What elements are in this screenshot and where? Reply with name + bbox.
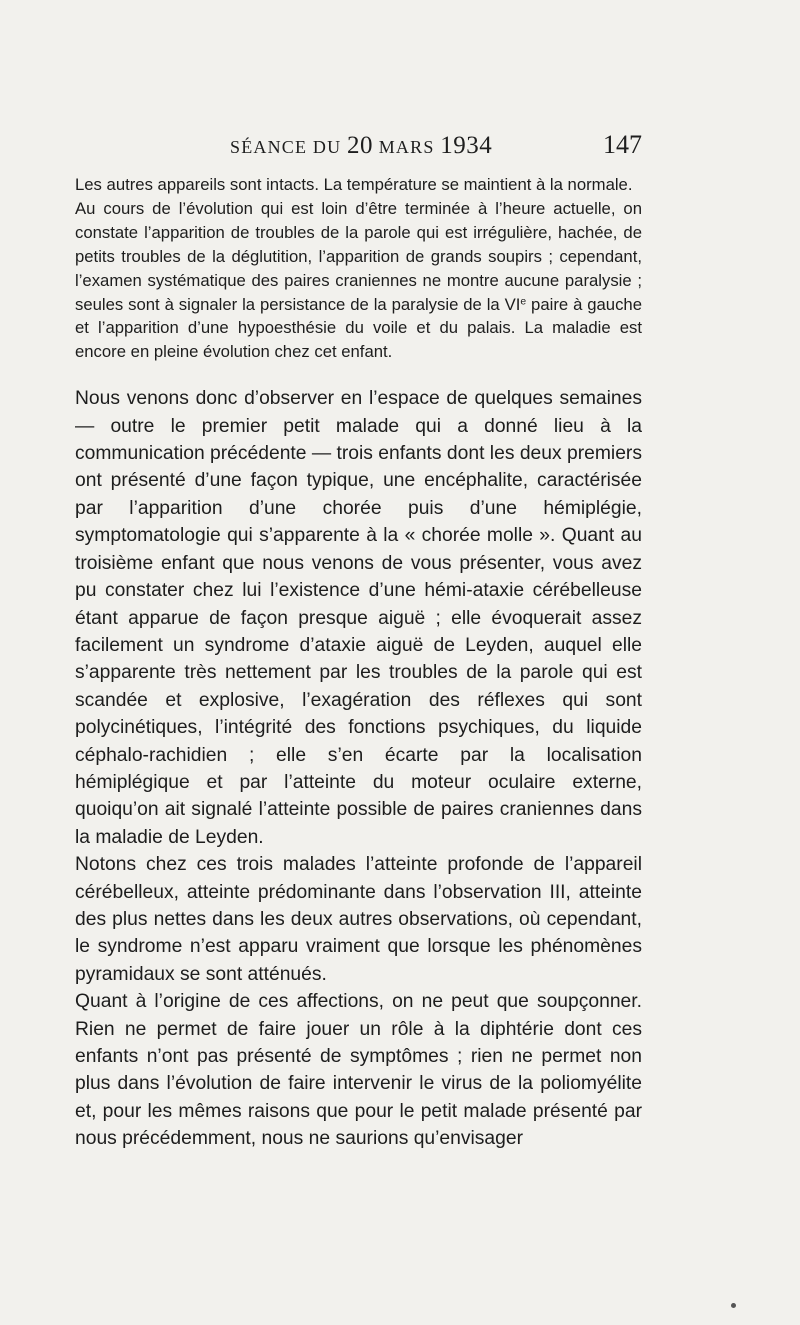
title-year: 1934	[440, 132, 493, 159]
title-prefix: SÉANCE DU	[230, 137, 348, 157]
paragraph-3: Nous venons donc d’observer en l’espace de quelques semaines — outre le premier petit malade qui a donné lieu à la communication précédente — trois enfants dont les deux premiers ont présenté d’une façon typique, une encéphalite, caractérisée par l’apparition d’une chorée puis d’une hémiplégie, symptomatologie qui s’apparente à la « chorée molle ». Quant au troisième enfant que nous venons de vous présenter, vous avez pu constater chez lui l’existence d’une hémi-ataxie cérébelleuse étant apparue de façon presque aiguë ; elle évoquerait assez facilement un syndrome d’ataxie aiguë de Leyden, auquel elle s’apparente très nettement par les troubles de la parole qui est scandée et explosive, l’exagération des réflexes qui sont polycinétiques, l’intégrité des fonctions psychiques, du liquide céphalo-rachidien ; elle s’en écarte par la localisation hémiplégique et par l’atteinte du moteur oculaire externe, quoiqu’on ait signalé l’atteinte possible de paires craniennes dans la maladie de Leyden.	[75, 388, 642, 848]
paragraph-1: Les autres appareils sont intacts. La température se maintient à la normale.	[75, 175, 633, 194]
section-gap	[75, 364, 642, 385]
title-month: MARS	[373, 137, 441, 157]
paragraph-2-text-a: Au cours de l’évolution qui est loin d’être terminée à l’heure actuelle, on constate l’apparition de troubles de la parole qui est irrégulière, hachée, de petits troubles de la déglutition, l’apparition de grands soupirs ; cependant, l’examen systématique des paires craniennes ne montre aucune paralysie ; seules sont à signaler la persistance de la paralysie de la VI	[75, 198, 642, 314]
body-text	[75, 173, 642, 1153]
running-header	[75, 130, 642, 166]
title-day: 20	[347, 132, 374, 159]
paper-speck	[731, 1303, 736, 1308]
roman-numeral-superscript: e	[520, 295, 527, 307]
page-number: 147	[603, 130, 642, 159]
paragraph-2-text-b: paire à gauche et l’apparition d’une hypoesthésie du voile et du palais. La maladie est encore en pleine évolution chez cet enfant.	[75, 294, 642, 362]
paragraph-4: Notons chez ces trois malades l’atteinte profonde de l’appareil cérébelleux, atteinte prédominante dans l’observation III, atteinte des plus nettes dans les deux autres observations, où cependant, le syndrome n’est apparu vraiment que lorsque les phénomènes pyramidaux se sont atténués.	[75, 854, 642, 985]
running-title	[230, 132, 492, 160]
paragraph-5: Quant à l’origine de ces affections, on ne peut que soupçonner. Rien ne permet de faire jouer un rôle à la diphtérie dont ces enfants n’ont pas présenté de symptômes ; rien ne permet non plus dans l’évolution de faire intervenir le virus de la poliomyélite et, pour les mêmes raisons que pour le petit malade présenté par nous précédemment, nous ne saurions qu’envisager	[75, 991, 642, 1150]
paragraph-2	[75, 197, 642, 364]
